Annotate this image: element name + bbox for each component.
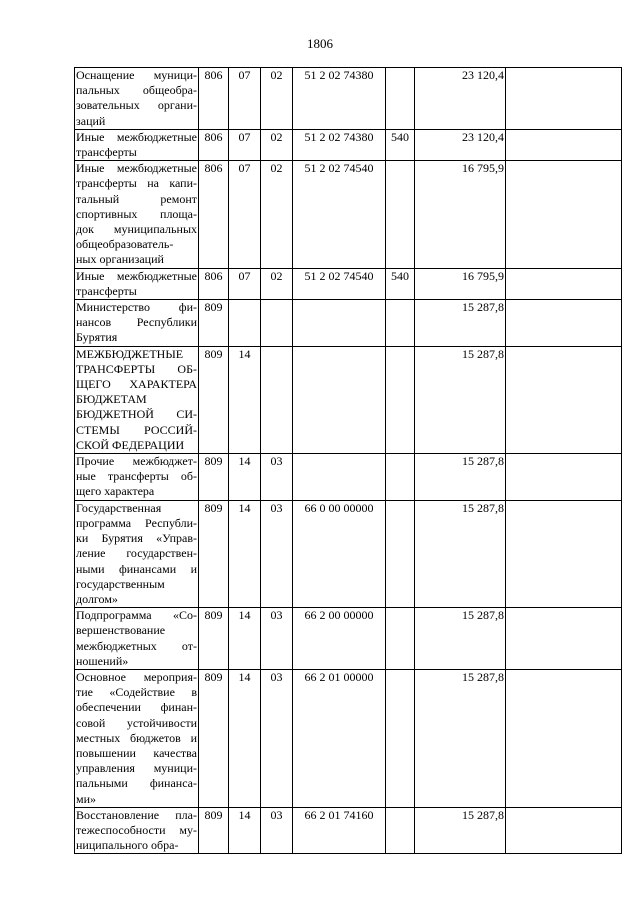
- item-name-line: ми»: [76, 791, 97, 806]
- section-cell: 14: [229, 669, 261, 807]
- item-name-line: СКОЙ ФЕДЕРАЦИИ: [76, 437, 185, 452]
- item-name-cell: [75, 129, 199, 160]
- target-article-cell: 66 0 00 00000: [293, 500, 386, 607]
- code-cell: 809: [199, 454, 229, 501]
- section-cell: 14: [229, 454, 261, 501]
- item-name-line: Прочие межбюджет-: [76, 454, 197, 469]
- section-cell: [229, 300, 261, 347]
- empty-cell: [506, 300, 622, 347]
- amount-cell: 15 287,8: [415, 346, 506, 453]
- expense-type-cell: [386, 454, 415, 501]
- item-name-line: долгом»: [76, 591, 118, 606]
- table-row: [75, 500, 622, 607]
- target-article-cell: [293, 300, 386, 347]
- item-name-line: Иные межбюджетные: [76, 161, 197, 176]
- item-name-line: государственным: [76, 576, 165, 591]
- item-name-line: ных организаций: [76, 252, 164, 267]
- subsection-cell: [261, 346, 293, 453]
- item-name-line: Министерство фи-: [76, 300, 197, 315]
- expense-type-cell: 540: [386, 129, 415, 160]
- item-name-cell: [75, 268, 199, 299]
- empty-cell: [506, 68, 622, 130]
- item-name-line: совой устойчивости: [76, 715, 197, 730]
- target-article-cell: 66 2 00 00000: [293, 608, 386, 670]
- item-name-line: Оснащение муници-: [76, 68, 197, 82]
- table-row: [75, 300, 622, 347]
- item-name-line: МЕЖБЮДЖЕТНЫЕ: [76, 346, 184, 361]
- table-row: [75, 608, 622, 670]
- item-name-line: щего характера: [76, 484, 155, 499]
- target-article-cell: 51 2 02 74540: [293, 268, 386, 299]
- item-name-line: пальных общеобра-: [76, 83, 197, 98]
- table-row: [75, 454, 622, 501]
- target-article-cell: [293, 346, 386, 453]
- item-name-line: межбюджетных от-: [76, 638, 197, 653]
- amount-cell: 15 287,8: [415, 500, 506, 607]
- amount-cell: 15 287,8: [415, 669, 506, 807]
- item-name-line: Основное мероприя-: [76, 669, 197, 684]
- amount-cell: 15 287,8: [415, 608, 506, 670]
- item-name-line: тежеспособности му-: [76, 822, 197, 837]
- code-cell: 806: [199, 268, 229, 299]
- code-cell: 809: [199, 807, 229, 854]
- subsection-cell: 03: [261, 500, 293, 607]
- item-name-line: вершенствование: [76, 623, 166, 638]
- item-name-line: трансферты: [76, 145, 137, 160]
- target-article-cell: 51 2 02 74540: [293, 161, 386, 268]
- amount-cell: 16 795,9: [415, 268, 506, 299]
- item-name-cell: [75, 161, 199, 268]
- item-name-line: Подпрограмма «Со-: [76, 608, 197, 623]
- code-cell: 806: [199, 68, 229, 130]
- item-name-cell: [75, 346, 199, 453]
- item-name-line: зовательных органи-: [76, 98, 197, 113]
- subsection-cell: 02: [261, 268, 293, 299]
- item-name-line: спортивных площа-: [76, 206, 197, 221]
- empty-cell: [506, 268, 622, 299]
- item-name-line: Иные межбюджетные: [76, 129, 197, 144]
- expense-type-cell: [386, 669, 415, 807]
- subsection-cell: 02: [261, 68, 293, 130]
- section-cell: 07: [229, 268, 261, 299]
- expense-type-cell: [386, 500, 415, 607]
- item-name-line: ными финансами и: [76, 561, 197, 576]
- empty-cell: [506, 807, 622, 854]
- item-name-line: управления муници-: [76, 761, 197, 776]
- item-name-line: тие «Содействие в: [76, 685, 197, 700]
- empty-cell: [506, 346, 622, 453]
- item-name-line: ные трансферты об-: [76, 469, 197, 484]
- item-name-line: Государственная: [76, 500, 162, 515]
- item-name-line: ношений»: [76, 653, 129, 668]
- item-name-cell: [75, 807, 199, 854]
- item-name-cell: [75, 454, 199, 501]
- empty-cell: [506, 669, 622, 807]
- empty-cell: [506, 161, 622, 268]
- section-cell: 07: [229, 129, 261, 160]
- expense-type-cell: [386, 161, 415, 268]
- table-row: [75, 268, 622, 299]
- budget-table: [74, 67, 622, 854]
- target-article-cell: 66 2 01 74160: [293, 807, 386, 854]
- item-name-cell: [75, 669, 199, 807]
- item-name-line: повышении качества: [76, 745, 197, 760]
- table-row: [75, 669, 622, 807]
- item-name-line: тальный ремонт: [76, 191, 197, 206]
- page-number: 1806: [307, 36, 333, 51]
- item-name-line: БЮДЖЕТНОЙ СИ-: [76, 407, 197, 422]
- section-cell: 14: [229, 608, 261, 670]
- empty-cell: [506, 454, 622, 501]
- table-row: [75, 807, 622, 854]
- section-cell: 07: [229, 68, 261, 130]
- code-cell: 809: [199, 669, 229, 807]
- item-name-line: трансферты на капи-: [76, 176, 197, 191]
- item-name-line: нансов Республики: [76, 315, 197, 330]
- target-article-cell: [293, 454, 386, 501]
- expense-type-cell: [386, 608, 415, 670]
- expense-type-cell: [386, 300, 415, 347]
- section-cell: 14: [229, 346, 261, 453]
- item-name-line: Иные межбюджетные: [76, 268, 197, 283]
- amount-cell: 23 120,4: [415, 68, 506, 130]
- subsection-cell: 03: [261, 669, 293, 807]
- subsection-cell: 02: [261, 129, 293, 160]
- item-name-line: обеспечении финан-: [76, 700, 197, 715]
- item-name-line: ТРАНСФЕРТЫ ОБ-: [76, 361, 197, 376]
- subsection-cell: 03: [261, 807, 293, 854]
- empty-cell: [506, 608, 622, 670]
- table-row: [75, 68, 622, 130]
- amount-cell: 15 287,8: [415, 807, 506, 854]
- amount-cell: 15 287,8: [415, 454, 506, 501]
- amount-cell: 16 795,9: [415, 161, 506, 268]
- item-name-line: местных бюджетов и: [76, 730, 197, 745]
- target-article-cell: 66 2 01 00000: [293, 669, 386, 807]
- code-cell: 809: [199, 500, 229, 607]
- item-name-line: пальными финанса-: [76, 776, 197, 791]
- item-name-line: трансферты: [76, 283, 137, 298]
- code-cell: 809: [199, 300, 229, 347]
- item-name-line: ление государствен-: [76, 546, 197, 561]
- item-name-line: Восстановление пла-: [76, 807, 197, 822]
- section-cell: 14: [229, 500, 261, 607]
- target-article-cell: 51 2 02 74380: [293, 129, 386, 160]
- empty-cell: [506, 500, 622, 607]
- subsection-cell: 02: [261, 161, 293, 268]
- expense-type-cell: 540: [386, 268, 415, 299]
- subsection-cell: 03: [261, 454, 293, 501]
- item-name-cell: [75, 500, 199, 607]
- item-name-line: заций: [76, 113, 106, 128]
- amount-cell: 23 120,4: [415, 129, 506, 160]
- table-row: [75, 346, 622, 453]
- item-name-line: БЮДЖЕТАМ: [76, 392, 147, 407]
- expense-type-cell: [386, 807, 415, 854]
- item-name-line: ниципального обра-: [76, 838, 179, 853]
- subsection-cell: 03: [261, 608, 293, 670]
- item-name-line: общеобразователь-: [76, 237, 174, 252]
- section-cell: 14: [229, 807, 261, 854]
- item-name-cell: [75, 300, 199, 347]
- code-cell: 809: [199, 346, 229, 453]
- subsection-cell: [261, 300, 293, 347]
- expense-type-cell: [386, 68, 415, 130]
- code-cell: 806: [199, 129, 229, 160]
- empty-cell: [506, 129, 622, 160]
- item-name-cell: [75, 68, 199, 130]
- table-row: [75, 161, 622, 268]
- table-row: [75, 129, 622, 160]
- item-name-line: СТЕМЫ РОССИЙ-: [76, 422, 197, 437]
- item-name-cell: [75, 608, 199, 670]
- section-cell: 07: [229, 161, 261, 268]
- item-name-line: док муниципальных: [76, 222, 197, 237]
- item-name-line: ЩЕГО ХАРАКТЕРА: [76, 377, 197, 392]
- amount-cell: 15 287,8: [415, 300, 506, 347]
- item-name-line: ки Бурятия «Управ-: [76, 531, 197, 546]
- item-name-line: программа Республи-: [76, 515, 197, 530]
- expense-type-cell: [386, 346, 415, 453]
- code-cell: 806: [199, 161, 229, 268]
- target-article-cell: 51 2 02 74380: [293, 68, 386, 130]
- item-name-line: Бурятия: [76, 330, 118, 345]
- code-cell: 809: [199, 608, 229, 670]
